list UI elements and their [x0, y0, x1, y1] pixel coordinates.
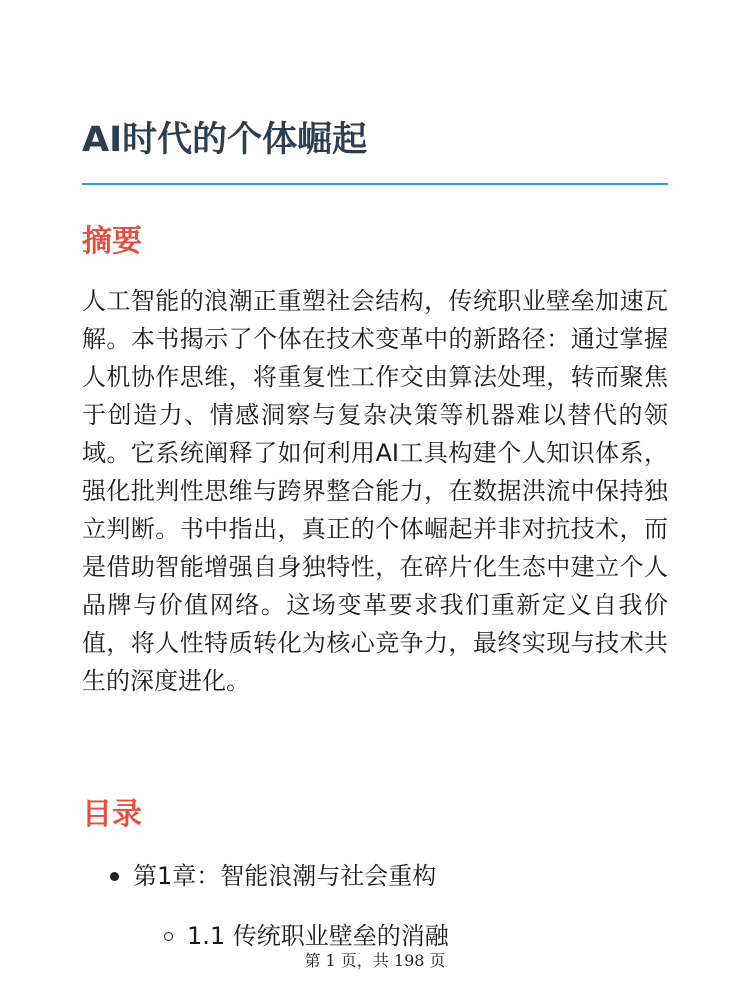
toc-chapter-label: 第1章：智能浪潮与社会重构 — [133, 862, 437, 890]
abstract-body: 人工智能的浪潮正重塑社会结构，传统职业壁垒加速瓦解。本书揭示了个体在技术变革中的新路径：通过掌握人机协作思维，将重复性工作交由算法处理，转而聚焦于创造力、情感洞察与复杂决策等机器难以替代的领域。它系统阐释了如何利用AI工具构建个人知识体系，强化批判性思维与跨界整合能力，在数据洪流中保持独立判断。书中指出，真正的个体崛起并非对抗技术，而是借助智能增强自身独特性，在碎片化生态中建立个人品牌与价值网络。这场变革要求我们重新定义自我价值，将人性特质转化为核心竞争力，最终实现与技术共生的深度进化。 — [82, 287, 668, 695]
title-divider — [82, 183, 668, 185]
bullet-circle-icon — [164, 932, 173, 941]
toc-chapter-item[interactable] — [110, 857, 436, 895]
bullet-disc-icon — [110, 872, 119, 881]
page-footer: 第 1 页，共 198 页 — [304, 951, 446, 970]
toc-heading: 目录 — [82, 797, 142, 832]
abstract-heading: 摘要 — [82, 224, 142, 259]
document-title: AI时代的个体崛起 — [82, 120, 368, 160]
toc-section-label: 1.1 传统职业壁垒的消融 — [187, 922, 449, 950]
